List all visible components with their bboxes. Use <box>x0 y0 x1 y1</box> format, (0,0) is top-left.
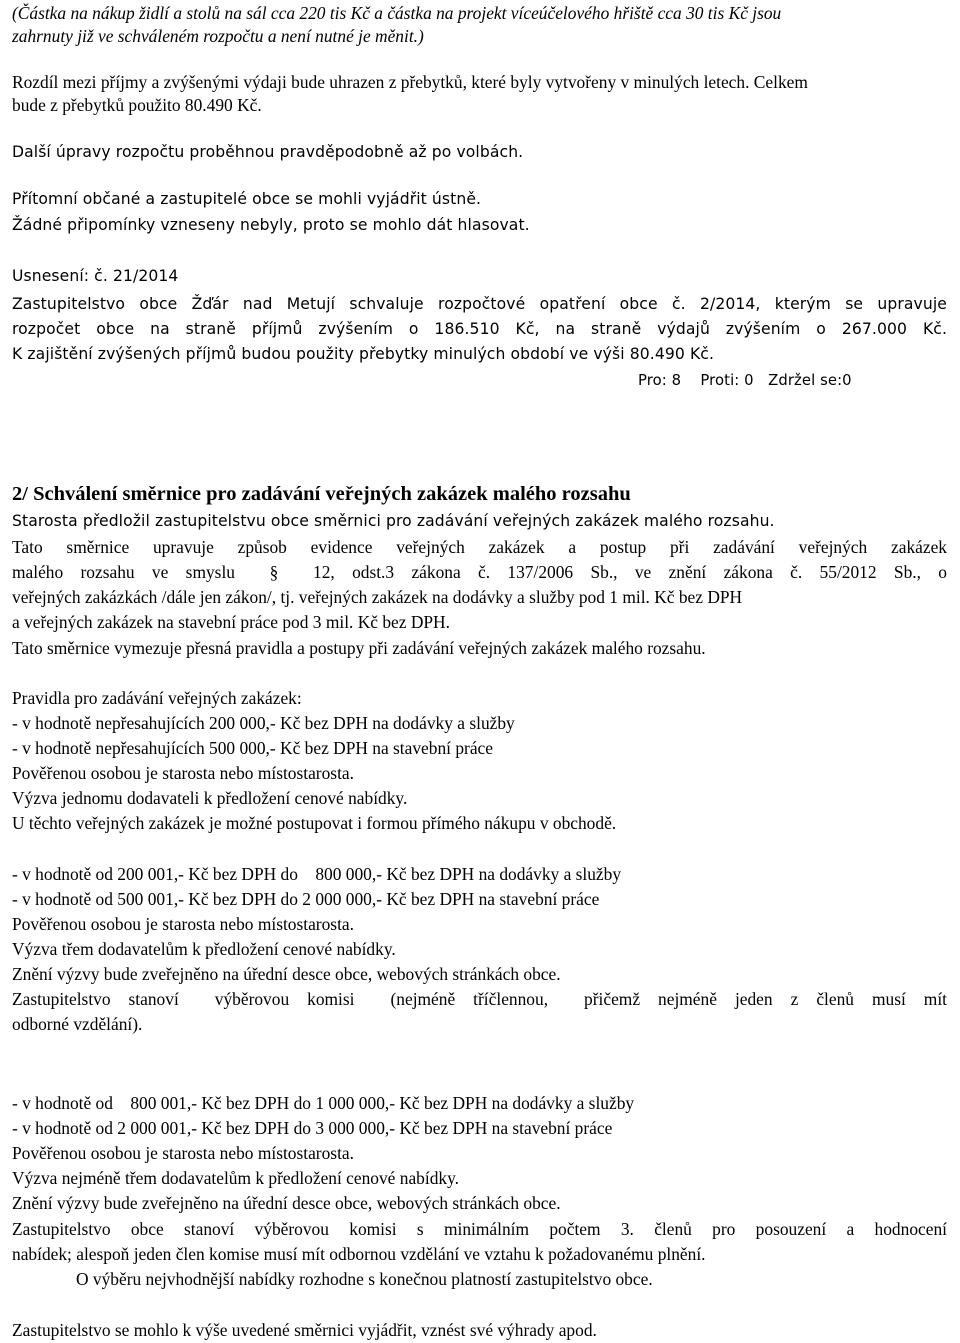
tier1-item: U těchto veřejných zakázek je možné postupovat i formou přímého nákupu v obchodě. <box>12 813 617 833</box>
tier2-item: - v hodnotě od 500 001,- Kč bez DPH do 2 000 000,- Kč bez DPH na stavební práce <box>12 889 600 909</box>
section2-heading: 2/ Schválení směrnice pro zadávání veřejných zakázek malého rozsahu <box>12 483 631 505</box>
section2-p2-line4: a veřejných zakázek na stavební práce pod 3 mil. Kč bez DPH. <box>12 612 450 632</box>
tier2-item: Znění výzvy bude zveřejněno na úřední desce obce, webových stránkách obce. <box>12 964 561 984</box>
section2-p1: Starosta předložil zastupitelstvu obce směrnici pro zadávání veřejných zakázek malého rozsahu. <box>12 512 775 530</box>
intro-present: Přítomní občané a zastupitelé obce se mohli vyjádřit ústně. <box>12 190 482 208</box>
resolution-line3: K zajištění zvýšených příjmů budou použity přebytky minulých období ve výši 80.490 Kč. <box>12 345 714 363</box>
tier1-item: - v hodnotě nepřesahujících 500 000,- Kč bez DPH na stavební práce <box>12 738 493 758</box>
intro-surplus-line2: bude z přebytků použito 80.490 Kč. <box>12 95 262 115</box>
intro-note-line1: (Částka na nákup židlí a stolů na sál cca 220 tis Kč a částka na projekt víceúčelového hřiště cca 30 tis Kč jsou <box>12 3 782 23</box>
resolution-line2: rozpočet obce na straně příjmů zvýšením o 186.510 Kč, na straně výdajů zvýšením o 267.000 Kč. <box>12 320 947 338</box>
tier2-item: - v hodnotě od 200 001,- Kč bez DPH do 800 000,- Kč bez DPH na dodávky a služby <box>12 864 622 884</box>
tier2-commission-line2: odborné vzdělání). <box>12 1014 143 1034</box>
intro-no-comments: Žádné připomínky vzneseny nebyly, proto se mohlo dát hlasovat. <box>12 216 530 234</box>
tier2-item: Pověřenou osobou je starosta nebo místostarosta. <box>12 914 354 934</box>
tier3-item: Výzva nejméně třem dodavatelům k předložení cenové nabídky. <box>12 1168 459 1188</box>
resolution-votes: Pro: 8 Proti: 0 Zdržel se:0 <box>638 372 852 389</box>
tier3-item: Znění výzvy bude zveřejněno na úřední desce obce, webových stránkách obce. <box>12 1193 561 1213</box>
section2-p3: Tato směrnice vymezuje přesná pravidla a postupy při zadávání veřejných zakázek malého rozsahu. <box>12 638 706 658</box>
tier2-commission-line1: Zastupitelstvo stanoví výběrovou komisi (nejméně tříčlennou, přičemž nejméně jeden z členů musí mít <box>12 989 947 1009</box>
section2-p2-line3: veřejných zakázkách /dále jen zákon/, tj. veřejných zakázek na dodávky a služby pod 1 mil. Kč bez DPH <box>12 587 743 607</box>
intro-surplus-line1: Rozdíl mezi příjmy a zvýšenými výdaji bude uhrazen z přebytků, které byly vytvořeny v minulých letech. Celkem <box>12 72 808 92</box>
tier3-item: - v hodnotě od 2 000 001,- Kč bez DPH do 3 000 000,- Kč bez DPH na stavební práce <box>12 1118 613 1138</box>
tier3-item: Pověřenou osobou je starosta nebo místostarosta. <box>12 1143 354 1163</box>
tier1-item: - v hodnotě nepřesahujících 200 000,- Kč bez DPH na dodávky a služby <box>12 713 515 733</box>
tier3-commission-line2: nabídek; alespoň jeden člen komise musí mít odbornou vzdělání ve vztahu k požadovanému plnění. <box>12 1244 706 1264</box>
tier2-item: Výzva třem dodavatelům k předložení cenové nabídky. <box>12 939 396 959</box>
tier3-commission-line1: Zastupitelstvo obce stanoví výběrovou komisi s minimálním počtem 3. členů pro posouzení a hodnocení <box>12 1219 947 1239</box>
intro-further: Další úpravy rozpočtu proběhnou pravděpodobně až po volbách. <box>12 143 524 161</box>
section2-p2-line2: malého rozsahu ve smyslu § 12, odst.3 zákona č. 137/2006 Sb., ve znění zákona č. 55/2012 Sb., o <box>12 562 947 582</box>
closing: Zastupitelstvo se mohlo k výše uvedené směrnici vyjádřit, vznést své výhrady apod. <box>12 1320 597 1340</box>
decision: O výběru nejvhodnější nabídky rozhodne s konečnou platností zastupitelstvo obce. <box>76 1269 653 1289</box>
section2-p2-line1: Tato směrnice upravuje způsob evidence veřejných zakázek a postup při zadávání veřejných zakázek <box>12 537 947 557</box>
tier1-item: Pověřenou osobou je starosta nebo místostarosta. <box>12 763 354 783</box>
resolution-line1: Zastupitelstvo obce Žďár nad Metují schvaluje rozpočtové opatření obce č. 2/2014, kterým se upravuje <box>12 295 947 313</box>
resolution-number: Usnesení: č. 21/2014 <box>12 267 179 285</box>
rules-title: Pravidla pro zadávání veřejných zakázek: <box>12 688 302 708</box>
tier3-item: - v hodnotě od 800 001,- Kč bez DPH do 1 000 000,- Kč bez DPH na dodávky a služby <box>12 1093 635 1113</box>
intro-note-line2: zahrnuty již ve schváleném rozpočtu a není nutné je měnit.) <box>12 26 424 46</box>
tier1-item: Výzva jednomu dodavateli k předložení cenové nabídky. <box>12 788 408 808</box>
